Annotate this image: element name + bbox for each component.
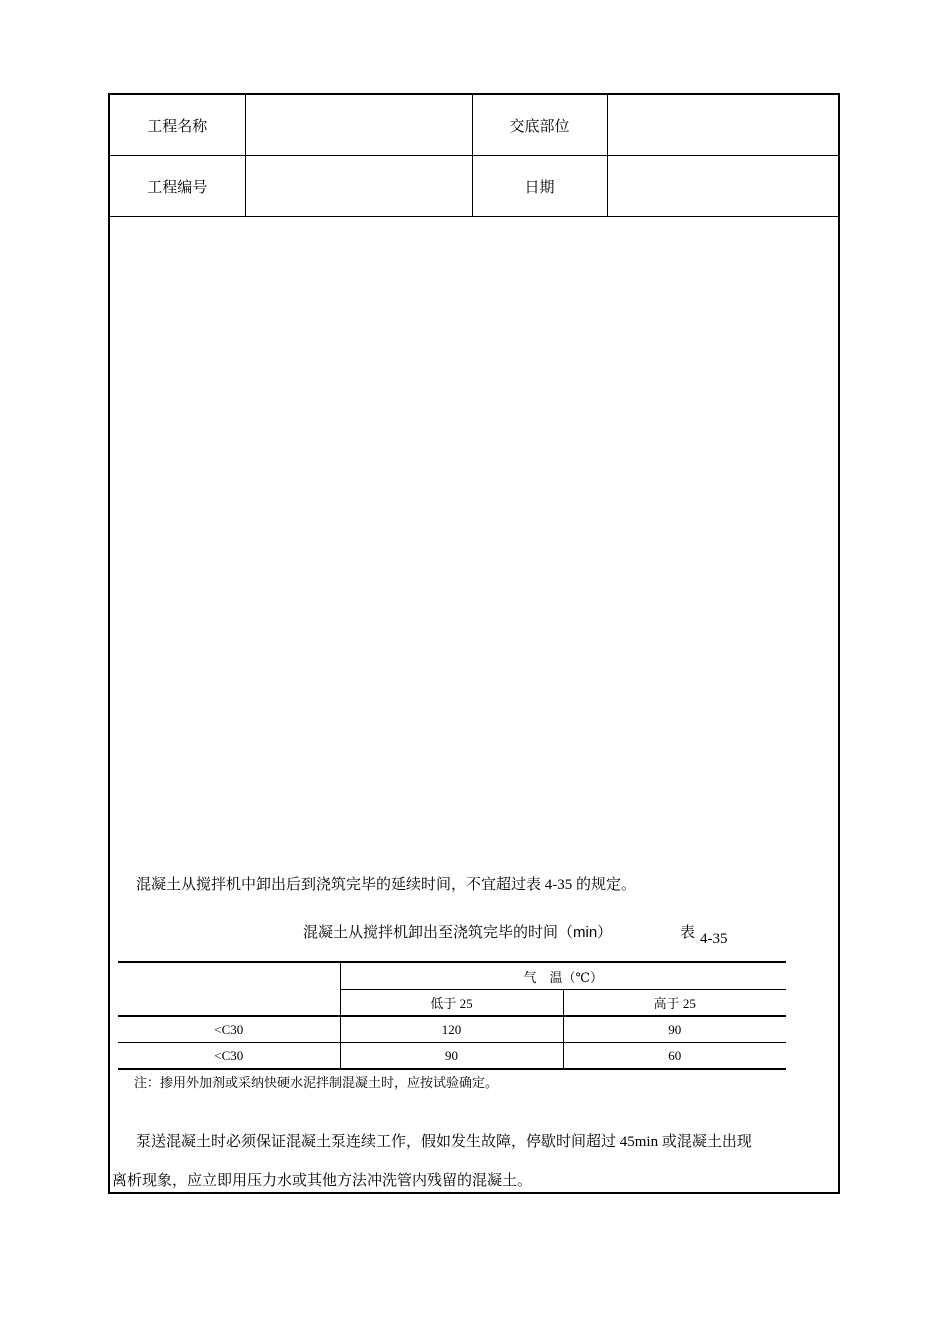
location-value[interactable] — [607, 95, 838, 156]
low-temp-cell: 90 — [340, 1043, 563, 1070]
low-temp-cell: 120 — [340, 1016, 563, 1043]
col-low-header: 低于 25 — [340, 990, 563, 1017]
table-number: 4-35 — [700, 931, 728, 947]
table-note: 注：掺用外加剂或采纳快硬水泥拌制混凝土时，应按试验确定。 — [134, 1075, 499, 1090]
table-row — [118, 1043, 786, 1070]
project-no-value[interactable] — [245, 156, 472, 217]
table-group-header-row — [118, 962, 786, 990]
table-tag: 表 — [680, 924, 696, 941]
col-high-header: 高于 25 — [563, 990, 786, 1017]
grade-cell: <C30 — [118, 1043, 340, 1070]
paragraph-duration-rule: 混凝土从搅拌机中卸出后到浇筑完毕的延续时间，不宜超过表 4-35 的规定。 — [136, 877, 636, 893]
paragraph-pumping-line2: 离析现象，应立即用压力水或其他方法冲洗管内残留的混凝土。 — [112, 1173, 533, 1189]
disclosure-form — [108, 93, 840, 1194]
pour-time-table — [118, 961, 786, 1070]
project-no-label: 工程编号 — [110, 156, 245, 217]
high-temp-cell: 90 — [563, 1016, 786, 1043]
location-label: 交底部位 — [472, 95, 607, 156]
grade-header-cell — [118, 962, 340, 1016]
table-caption: 混凝土从搅拌机卸出至浇筑完毕的时间（min） — [303, 924, 613, 941]
table-row — [118, 1016, 786, 1043]
date-value[interactable] — [607, 156, 838, 217]
date-label: 日期 — [472, 156, 607, 217]
header-table — [110, 95, 838, 217]
project-name-value[interactable] — [245, 95, 472, 156]
temperature-header: 气 温（℃） — [340, 962, 786, 990]
paragraph-pumping-line1: 泵送混凝土时必须保证混凝土泵连续工作，假如发生故障，停歇时间超过 45min 或混凝土出现 — [136, 1134, 752, 1150]
high-temp-cell: 60 — [563, 1043, 786, 1070]
header-row-1 — [110, 95, 838, 156]
project-name-label: 工程名称 — [110, 95, 245, 156]
grade-cell: <C30 — [118, 1016, 340, 1043]
header-row-2 — [110, 156, 838, 217]
